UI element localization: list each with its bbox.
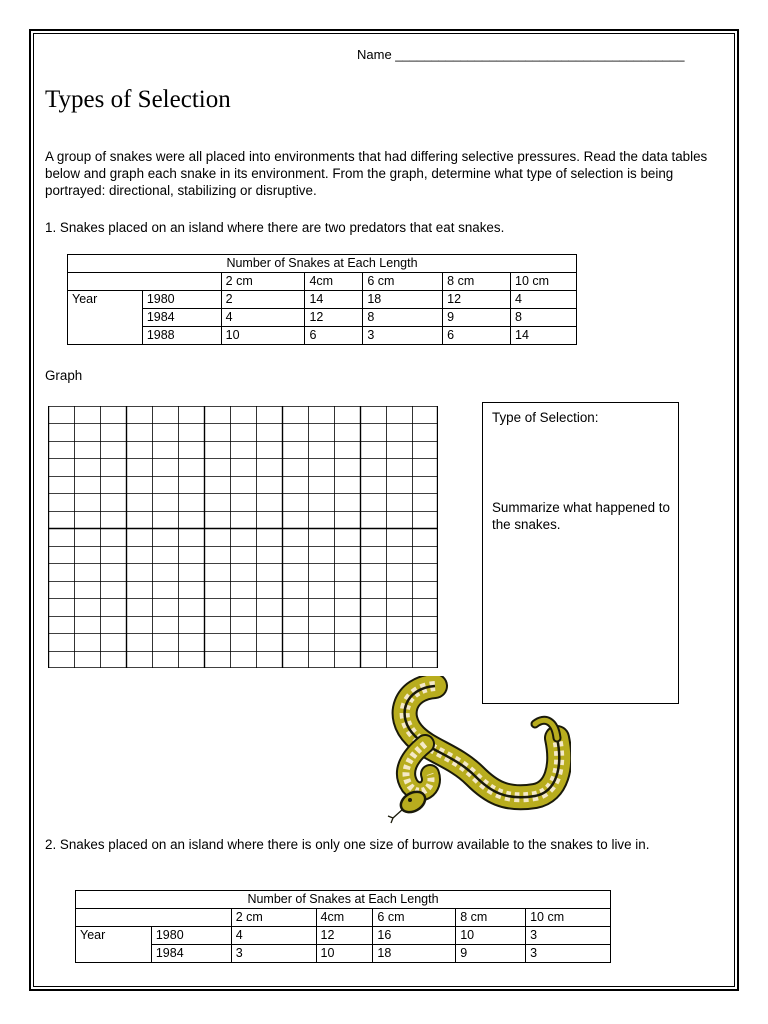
type-of-selection-label: Type of Selection: (492, 410, 599, 425)
table-header-blank (68, 273, 222, 291)
value-cell: 18 (363, 291, 443, 309)
col-header: 6 cm (363, 273, 443, 291)
snake-head (388, 788, 429, 823)
table-caption-row (68, 255, 577, 273)
col-header: 2 cm (221, 273, 305, 291)
table-row (68, 291, 577, 309)
col-header: 2 cm (231, 909, 316, 927)
value-cell: 10 (456, 927, 526, 945)
data-table-1 (67, 254, 577, 345)
intro-paragraph: A group of snakes were all placed into environments that had differing selective pressures. Read the data tables below and graph each snake in its environment. From the graph, determine what type of selection is being portrayed: directional, stabilizing or disruptive. (45, 149, 708, 198)
value-cell: 4 (231, 927, 316, 945)
value-cell: 6 (443, 327, 511, 345)
summary-prompt: Summarize what happened to the snakes. (492, 500, 670, 532)
table-caption-row (76, 891, 611, 909)
value-cell: 12 (316, 927, 373, 945)
value-cell: 12 (443, 291, 511, 309)
col-header: 10 cm (526, 909, 611, 927)
value-cell: 10 (316, 945, 373, 963)
value-cell: 3 (526, 945, 611, 963)
table-caption: Number of Snakes at Each Length (68, 255, 577, 273)
value-cell: 9 (456, 945, 526, 963)
question-1-text: 1. Snakes placed on an island where there are two predators that eat snakes. (45, 220, 505, 235)
table-row (76, 927, 611, 945)
col-header: 6 cm (373, 909, 456, 927)
selection-answer-box (482, 402, 679, 704)
col-header: 4cm (316, 909, 373, 927)
value-cell: 10 (221, 327, 305, 345)
value-cell: 12 (305, 309, 363, 327)
table-row (76, 945, 611, 963)
year-cell: 1980 (151, 927, 231, 945)
col-header: 10 cm (511, 273, 577, 291)
table-header-row (68, 273, 577, 291)
value-cell: 8 (363, 309, 443, 327)
value-cell: 18 (373, 945, 456, 963)
year-cell: 1984 (142, 309, 221, 327)
col-header: 8 cm (456, 909, 526, 927)
table-row (68, 309, 577, 327)
table-row (68, 327, 577, 345)
question-2-text: 2. Snakes placed on an island where there is only one size of burrow available to the snakes to live in. (45, 837, 650, 852)
col-header: 8 cm (443, 273, 511, 291)
table-header-blank (76, 909, 232, 927)
value-cell: 16 (373, 927, 456, 945)
value-cell: 3 (526, 927, 611, 945)
value-cell: 4 (221, 309, 305, 327)
table-caption: Number of Snakes at Each Length (76, 891, 611, 909)
name-line: Name ________________________________________ (357, 47, 685, 62)
value-cell: 9 (443, 309, 511, 327)
col-header: 4cm (305, 273, 363, 291)
year-cell: 1984 (151, 945, 231, 963)
value-cell: 3 (231, 945, 316, 963)
row-label-blank (76, 945, 152, 963)
year-cell: 1988 (142, 327, 221, 345)
row-label-blank (68, 327, 143, 345)
blank-graph-grid (48, 406, 438, 668)
value-cell: 6 (305, 327, 363, 345)
value-cell: 2 (221, 291, 305, 309)
value-cell: 4 (511, 291, 577, 309)
value-cell: 14 (511, 327, 577, 345)
row-label: Year (68, 291, 143, 309)
snake-illustration (385, 676, 571, 828)
value-cell: 8 (511, 309, 577, 327)
row-label-blank (68, 309, 143, 327)
year-cell: 1980 (142, 291, 221, 309)
snake-body (405, 686, 560, 797)
worksheet-title: Types of Selection (45, 86, 231, 113)
value-cell: 14 (305, 291, 363, 309)
table-header-row (76, 909, 611, 927)
data-table-2 (75, 890, 611, 963)
graph-label: Graph (45, 368, 83, 383)
value-cell: 3 (363, 327, 443, 345)
row-label: Year (76, 927, 152, 945)
